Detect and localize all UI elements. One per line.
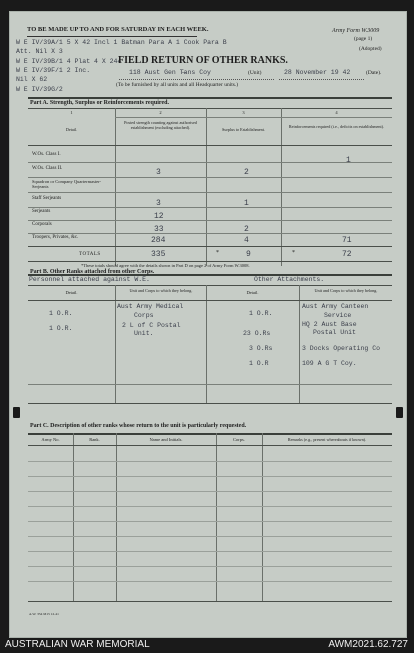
print-code: A.W. 354 M15 12-41 — [29, 612, 59, 616]
row-detail-cqms: Squadron or Company Quartermaster-Serjeants — [32, 179, 102, 189]
row-rule-1 — [28, 162, 392, 163]
punch-hole — [13, 407, 20, 418]
row-detail-sgt: Serjeants — [32, 209, 51, 214]
partC-row-rule — [28, 551, 392, 552]
partC-col-divider-3 — [216, 433, 217, 601]
partB-left-unit-1: Aust Army Medical — [117, 303, 184, 310]
typed-margin-line-3: W E IV/39B/1 4 Plat 4 X 244 — [16, 58, 122, 65]
partC-header-rank: Rank. — [89, 437, 100, 442]
unit-name: 118 Aust Gen T̶ans Coy — [129, 69, 211, 76]
unit-dotted-line — [119, 79, 274, 80]
partB-right-detail-2: 23 O.Rs — [243, 330, 271, 337]
partC-row-rule — [28, 566, 392, 567]
partB-row-rule — [28, 384, 392, 385]
partA-top-rule — [28, 97, 392, 99]
partA-header-surplus: Surplus to Establishment. — [222, 127, 265, 132]
partC-header-remarks: Remarks (e.g., present whereabouts if known). — [287, 437, 367, 442]
partC-header-name: Name and Initials. — [149, 437, 183, 442]
partB-header-unit-right: Unit and Corps to which they belong. — [314, 288, 378, 293]
partC-top-rule — [28, 433, 392, 435]
adopted-label: (Adopted) — [359, 46, 382, 52]
archive-name: AUSTRALIAN WAR MEMORIAL — [5, 639, 150, 650]
partA-col-divider-3 — [281, 108, 282, 266]
partA-title: Part A. Strength, Surplus or Reinforcements required. — [30, 100, 169, 106]
row-reinf-pte: 71 — [342, 236, 352, 245]
row-surplus-cpl: 2 — [244, 225, 249, 234]
row-posted-ssgt: 3 — [156, 199, 161, 208]
partB-left-detail-1: 1 O.R. — [49, 310, 73, 317]
partB-right-detail-3: 3 O.Rs — [249, 345, 273, 352]
partC-title: Part C. Description of other ranks whose return to the unit is particularly requested. — [30, 423, 247, 429]
typed-margin-line-1: W E IV/39A/1 5 X 42 Incl 1 Batman Para A 1 Cook Para B — [16, 39, 227, 46]
row-rule-4 — [28, 207, 392, 208]
row-rule-6 — [28, 233, 392, 234]
typed-margin-line-5: Nil X 62 — [16, 76, 48, 83]
partC-row-rule — [28, 476, 392, 477]
form-sheet — [9, 11, 407, 638]
partB-typed-left: Personnel attached against W.E. — [29, 276, 150, 283]
partB-left-unit-2: 2 L of C Postal — [122, 322, 181, 329]
totals-posted: 335 — [151, 250, 166, 259]
furnish-note: (To be furnished by all units and all Headquarter units.) — [116, 82, 239, 88]
partB-left-unit-1b: Corps — [134, 312, 154, 319]
partC-header-army-no: Army No. — [41, 437, 60, 442]
typed-margin-line-4: W E IV/39F/1 2 Inc. — [16, 67, 91, 74]
partC-row-rule — [28, 536, 392, 537]
page-number: (page 1) — [354, 36, 373, 42]
partC-row-rule — [28, 581, 392, 582]
totals-asterisk-2: * — [292, 250, 295, 256]
instruction-underline — [27, 36, 197, 37]
row-rule-5 — [28, 220, 392, 221]
partB-header-rule — [28, 300, 392, 301]
partB-bottom-rule — [28, 403, 392, 404]
partA-colnum-4: 4 — [335, 110, 338, 115]
partC-row-rule — [28, 491, 392, 492]
row-rule-3 — [28, 192, 392, 193]
partC-col-divider-4 — [262, 433, 263, 601]
partA-colnum-3: 3 — [242, 110, 245, 115]
return-date: 28 November 19 42 — [284, 69, 351, 76]
partB-right-unit-1: Aust Army Canteen — [302, 303, 369, 310]
totals-reinf: 72 — [342, 250, 352, 259]
partC-row-rule — [28, 506, 392, 507]
partA-colnum-rule — [115, 117, 392, 118]
partB-col-divider-1 — [115, 285, 116, 403]
unit-label: (Unit) — [248, 70, 262, 76]
partA-title-rule — [28, 108, 392, 109]
form-id: Army Form W.3009 — [332, 28, 380, 34]
totals-label: TOTALS — [79, 252, 101, 257]
partB-left-detail-2: 1 O.R. — [49, 325, 73, 332]
row-detail-wo2: W.Os. Class II. — [32, 166, 63, 171]
partB-right-unit-4: 109 A G T Coy. — [302, 360, 357, 367]
row-detail-wo1: W.Os. Class I. — [32, 152, 61, 157]
partC-row-rule — [28, 461, 392, 462]
row-posted-wo2: 3 — [156, 168, 161, 177]
punch-hole — [396, 407, 403, 418]
typed-margin-line-6: W E IV/39G/2 — [16, 86, 63, 93]
totals-asterisk-1: * — [216, 250, 219, 256]
partA-header-detail: Detail. — [65, 127, 78, 132]
partC-header-corps: Corps. — [233, 437, 245, 442]
partB-right-unit-2: HQ 2 Aust Base — [302, 321, 357, 328]
partA-header-posted: Posted strength counting against authorised establishment (excluding attached). — [124, 120, 197, 130]
partB-header-detail-right: Detail. — [246, 290, 259, 295]
partB-right-unit-1b: Service — [324, 312, 352, 319]
partA-colnum-1: 1 — [70, 110, 73, 115]
row-detail-cpl: Corporals — [32, 222, 52, 227]
partC-col-divider-1 — [73, 433, 74, 601]
row-posted-pte: 284 — [151, 236, 166, 245]
partB-left-unit-2b: Unit. — [134, 330, 154, 337]
row-surplus-ssgt: 1 — [244, 199, 249, 208]
row-rule-7 — [28, 246, 392, 247]
partB-title: Part B. Other Ranks attached from other Corps. — [30, 269, 155, 275]
partB-right-detail-1: 1 O.R. — [249, 310, 273, 317]
partB-right-unit-3: 3 Docks Operating Co — [302, 345, 381, 352]
row-surplus-wo2: 2 — [244, 168, 249, 177]
partA-header-reinf: Reinforcements required (i.e., deficits on establishment). — [288, 124, 385, 129]
partA-col-divider-1 — [115, 108, 116, 266]
archive-footer — [0, 638, 414, 653]
typed-margin-line-2: Att. Nil X 3 — [16, 48, 63, 55]
row-posted-cpl: 33 — [154, 225, 164, 234]
date-label: (Date). — [366, 70, 382, 76]
form-title: FIELD RETURN OF OTHER RANKS. — [118, 55, 288, 66]
instruction-text: TO BE MADE UP TO AND FOR SATURDAY IN EACH WEEK. — [27, 26, 209, 33]
partA-header-rule — [28, 145, 392, 146]
row-detail-pte: Troopers, Privates, &c. — [32, 235, 79, 240]
row-posted-sgt: 12 — [154, 212, 164, 221]
totals-rule — [28, 261, 392, 262]
partC-header-rule — [28, 445, 392, 446]
partB-header-unit-left: Unit and Corps to which they belong. — [129, 288, 193, 293]
row-surplus-pte: 4 — [244, 236, 249, 245]
partB-typed-right: Other Attachments. — [254, 276, 325, 283]
partB-header-detail-left: Detail. — [65, 290, 78, 295]
partB-col-divider-3 — [299, 285, 300, 403]
archive-accession-number: AWM2021.62.727 — [328, 639, 408, 650]
partC-bottom-rule — [28, 601, 392, 602]
partB-right-unit-2b: Postal Unit — [313, 329, 356, 336]
partC-col-divider-2 — [116, 433, 117, 601]
partB-subtitle-rule — [28, 285, 392, 286]
partA-footnote: *These totals should agree with the details shown in Part D on page 2 of Army Form W.3008. — [81, 263, 250, 268]
date-dotted-line — [279, 79, 364, 80]
row-reinf-wo1: 1 — [346, 156, 351, 165]
row-rule-2 — [28, 177, 392, 178]
totals-surplus: 9 — [246, 250, 251, 259]
partB-col-divider-2 — [206, 285, 207, 403]
partB-right-detail-4: 1 O.R — [249, 360, 269, 367]
partC-row-rule — [28, 521, 392, 522]
partA-colnum-2: 2 — [159, 110, 162, 115]
row-detail-ssgt: Staff Serjeants — [32, 196, 62, 201]
